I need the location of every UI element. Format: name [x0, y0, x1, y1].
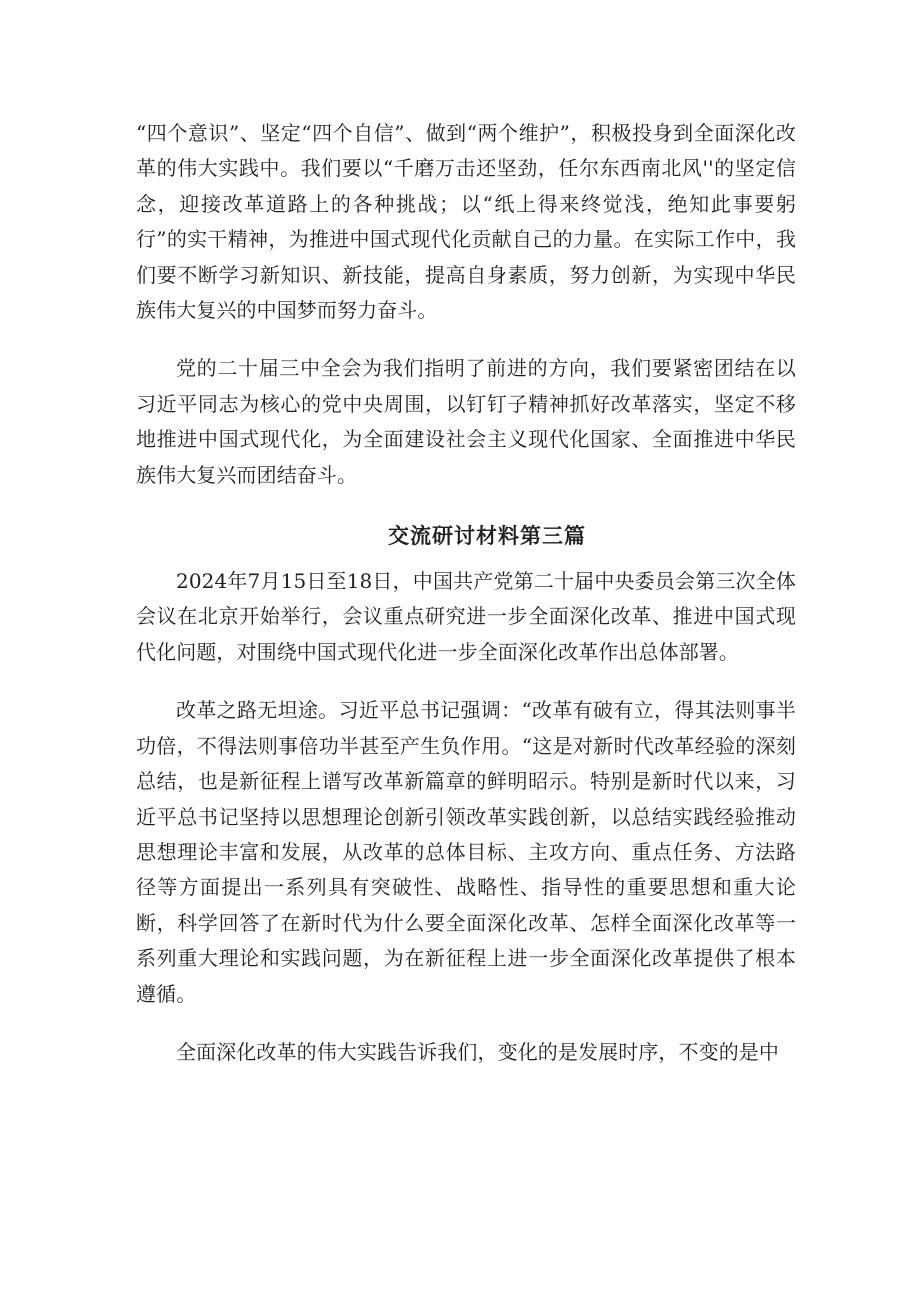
paragraph-meeting-intro: 2024年7月15日至18日，中国共产党第二十届中央委员会第三次全体会议在北京开始举行，会议重点研究进一步全面深化改革、推进中国式现代化问题，对围绕中国式现代化进一步全面深化改革作出总体部署。 — [136, 569, 796, 664]
paragraph-plenary-direction: 党的二十届三中全会为我们指明了前进的方向，我们要紧密团结在以习近平同志为核心的党中央周围，以钉钉子精神抓好改革落实，坚定不移地推进中国式现代化，为全面建设社会主义现代化国家、全面推进中华民族伟大复兴而团结奋斗。 — [136, 356, 796, 487]
section-title: 交流研讨材料第三篇 — [388, 523, 586, 549]
paragraph-reform-practice: 全面深化改革的伟大实践告诉我们，变化的是发展时序，不变的是中 — [176, 1039, 779, 1064]
document-body — [136, 116, 796, 1070]
paragraph-reform-path: 改革之路无坦途。习近平总书记强调：“改革有破有立，得其法则事半功倍，不得法则事倍功半甚至产生负作用。“这是对新时代改革经验的深刻总结，也是新征程上谱写改革新篇章的鲜明昭示。特别是新时代以来，习近平总书记坚持以思想理论创新引领改革实践创新，以总结实践经验推动思想理论丰富和发展，从改革的总体目标、主攻方向、重点任务、方法路径等方面提出一系列具有突破性、战略性、指导性的重要思想和重大论断，科学回答了在新时代为什么要全面深化改革、怎样全面深化改革等一系列重大理论和实践问题，为在新征程上进一步全面深化改革提供了根本遵循。 — [136, 698, 796, 1006]
paragraph-continuation: “四个意识”、坚定“四个自信”、做到“两个维护”，积极投身到全面深化改革的伟大实践中。我们要以“千磨万击还坚劲，任尔东西南北风''的坚定信念，迎接改革道路上的各种挑战；以“纸上得来终觉浅，绝知此事要躬行”的实干精神，为推进中国式现代化贡献自己的力量。在实际工作中，我们要不断学习新知识、新技能，提高自身素质，努力创新，为实现中华民族伟大复兴的中国梦而努力奋斗。 — [136, 121, 796, 323]
